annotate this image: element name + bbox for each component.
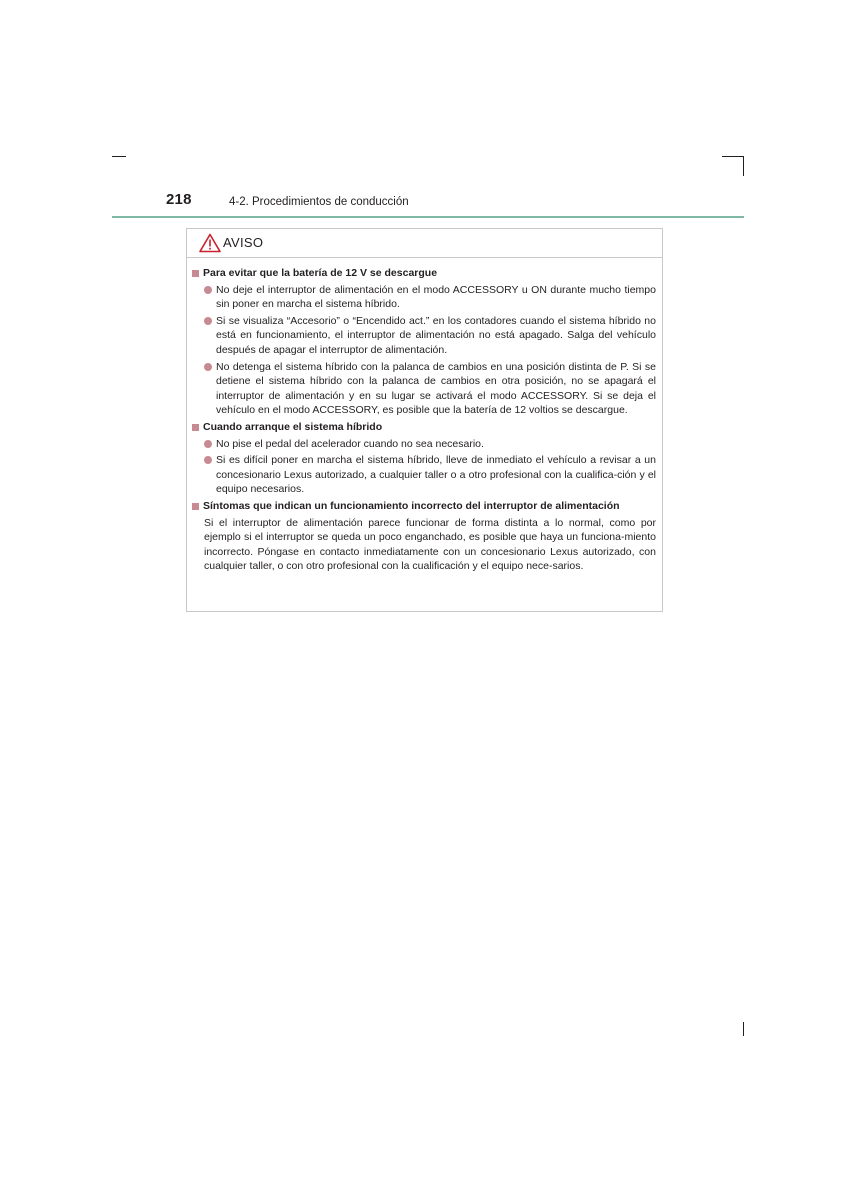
crop-mark-bottom-right-v <box>743 1022 744 1036</box>
section-heading <box>192 499 656 514</box>
section-heading-text: Síntomas que indican un funcionamiento incorrecto del interruptor de alimentación <box>203 499 620 512</box>
list-item <box>192 283 656 312</box>
warning-header <box>187 229 662 258</box>
list-item <box>192 453 656 497</box>
section-heading-text: Para evitar que la batería de 12 V se descargue <box>203 267 438 279</box>
warning-triangle-icon <box>199 233 221 253</box>
square-bullet-icon <box>192 424 199 431</box>
crop-mark-top-left <box>112 156 126 157</box>
circle-bullet-icon <box>204 363 212 371</box>
section-heading <box>192 266 656 281</box>
circle-bullet-icon <box>204 317 212 325</box>
warning-label: AVISO <box>223 235 264 250</box>
circle-bullet-icon <box>204 286 212 294</box>
section-heading <box>192 420 656 435</box>
square-bullet-icon <box>192 270 199 277</box>
page-number: 218 <box>166 191 192 208</box>
circle-bullet-icon <box>204 440 212 448</box>
section-heading-text: Cuando arranque el sistema híbrido <box>203 420 383 433</box>
list-item-text: No deje el interruptor de alimentación en el modo ACCESSORY u ON durante mucho tiempo sin poner en marcha el sistema híbrido. <box>216 283 656 311</box>
list-item-text: No pise el pedal del acelerador cuando no sea necesario. <box>216 437 484 450</box>
list-item <box>192 360 656 418</box>
section-battery <box>192 266 656 418</box>
warning-body <box>187 258 662 574</box>
list-item-text: No detenga el sistema híbrido con la palanca de cambios en una posición distinta de P. Si se detiene el sistema híbrido con la palanca de cambios en otra posición, no se apagará el interruptor de alimentación y en su lugar se activará el modo ACCESSORY. Si se deja el vehículo en el modo ACCESSORY, es posible que la batería de 12 voltios se descargue. <box>216 360 656 417</box>
crop-mark-top-right-v <box>743 156 744 176</box>
section-paragraph: Si el interruptor de alimentación parece funcionar de forma distinta a lo normal, como por ejemplo si el interruptor se queda un poco enganchado, es posible que haya un funciona-miento incorrecto. Póngase en contacto inmediatamente con un concesionario Lexus autorizado, con cualquier taller, o con otro profesional con la cualificación y el equipo nece-sarios. <box>204 516 656 573</box>
section-start <box>192 420 656 497</box>
list-item-text: Si es difícil poner en marcha el sistema híbrido, lleve de inmediato el vehículo a revisar a un concesionario Lexus autorizado, a cualquier taller o a otro profesional con la cualifica-ción y el equipo necesarios. <box>216 454 656 496</box>
crop-mark-top-right-h <box>722 156 744 157</box>
list-item <box>192 437 656 452</box>
list-item <box>192 314 656 358</box>
header-rule <box>112 216 744 218</box>
section-symptoms <box>192 499 656 574</box>
list-item-text: Si se visualiza “Accesorio” o “Encendido act.” en los contadores cuando el sistema híbrido no está en funcionamiento, el interruptor de alimentación no está apagado. Salga del vehículo después de apagar el interruptor de alimentación. <box>216 314 656 356</box>
circle-bullet-icon <box>204 456 212 464</box>
warning-box <box>186 228 663 612</box>
square-bullet-icon <box>192 503 199 510</box>
section-title: 4-2. Procedimientos de conducción <box>229 196 409 208</box>
